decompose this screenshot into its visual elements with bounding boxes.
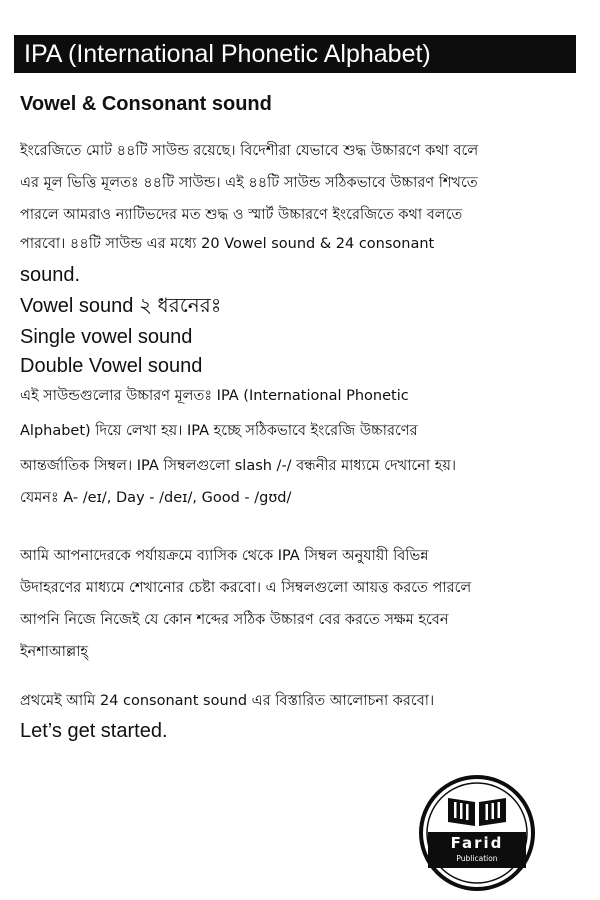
paragraph-line: এই সাউন্ডগুলোর উচ্চারণ মূলতঃ IPA (International Phonetic	[20, 388, 409, 404]
paragraph-line: আমি আপনাদেরকে পর্যায়ক্রমে ব্যাসিক থেকে IPA সিম্বল অনুযায়ী বিভিন্ন	[20, 548, 429, 564]
page-title: IPA (International Phonetic Alphabet)	[24, 40, 431, 68]
publisher-logo	[418, 774, 536, 892]
paragraph-line: পারলে আমরাও ন্যাটিভদের মত শুদ্ধ ও স্মার্ট উচ্চারণে ইংরেজিতে কথা বলতে	[20, 207, 463, 223]
ipa-example-line: যেমনঃ A- /eɪ/, Day - /deɪ/, Good - /gʊd/	[20, 490, 292, 506]
title-bar	[14, 35, 576, 73]
paragraph-line: পারবো। ৪৪টি সাউন্ড এর মধ্যে 20 Vowel sound & 24 consonant	[20, 236, 435, 252]
closing-line: Let’s get started.	[20, 720, 168, 742]
paragraph-line: Alphabet) দিয়ে লেখা হয়। IPA হচ্ছে সঠিকভাবে ইংরেজি উচ্চারণের	[20, 423, 418, 439]
paragraph-line: sound.	[20, 264, 81, 286]
paragraph-line: উদাহরণের মাধ্যমে শেখানোর চেষ্টা করবো। এ সিম্বলগুলো আয়ত্ত করতে পারলে	[20, 580, 472, 596]
paragraph-line: ইংরেজিতে মোট ৪৪টি সাউন্ড রয়েছে। বিদেশীরা যেভাবে শুদ্ধ উচ্চারণে কথা বলে	[20, 143, 479, 159]
paragraph-line: ইনশাআল্লাহ্‌	[20, 644, 89, 660]
paragraph-line: Double Vowel sound	[20, 355, 203, 377]
paragraph-line: এর মূল ভিত্তি মূলতঃ ৪৪টি সাউন্ড। এই ৪৪টি সাউন্ড সঠিকভাবে উচ্চারণ শিখতে	[20, 175, 478, 191]
logo-name: Farid	[450, 834, 504, 852]
paragraph-line: আন্তর্জাতিক সিম্বল। IPA সিম্বলগুলো slash /-/ বন্ধনীর মাধ্যমে দেখানো হয়।	[20, 458, 457, 474]
paragraph-line: Vowel sound ২ ধরনেরঃ	[20, 295, 222, 317]
logo-badge	[418, 774, 536, 892]
paragraph-line: Single vowel sound	[20, 326, 193, 348]
section-subtitle: Vowel & Consonant sound	[20, 93, 272, 115]
paragraph-line: প্রথমেই আমি 24 consonant sound এর বিস্তারিত আলোচনা করবো।	[20, 693, 435, 709]
logo-subtitle: Publication	[456, 854, 498, 863]
paragraph-line: আপনি নিজে নিজেই যে কোন শব্দের সঠিক উচ্চারণ বের করতে সক্ষম হবেন	[20, 612, 449, 628]
